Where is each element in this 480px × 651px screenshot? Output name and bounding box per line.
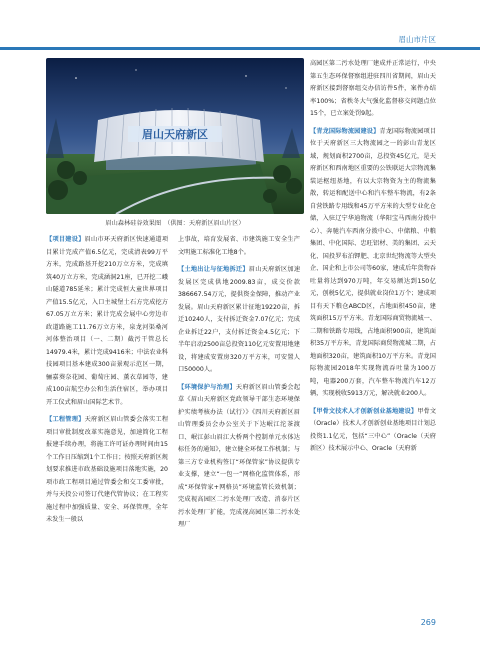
section-tag: 【 青龙国际物流园建设 】: [310, 128, 379, 135]
page-number: 269: [420, 618, 436, 627]
paragraph: [178, 234, 300, 259]
paragraph-text: 天府新区眉山管委会起草《眉山天府新区党政领导干部生态环境保护实绩考核办法（试行）》《四川天府新区眉山管理委员会办公室关于下达岷江沱茶渡口、岷江彭山眉江大桥两个控制单元水体达标任务的通知》，建立健全环保工作机制；与第三方专业机构签订“环保管家”协议提供专业支撑，建立“一包一”网格化监管体系，形成“环保管家+网格员”环境监管长效机制；完成视高园区二污水处理厂改造、消泰片区污水处理厂扩能，完成视高园区第二污水处理厂: [178, 383, 301, 528]
paragraph: [178, 382, 300, 532]
section-tag: 【 工程管理 】: [46, 416, 85, 423]
paragraph-text: 眉山市环天府新区快速通道项目累计完成产值6.5亿元，完成清表99万平方米，完成路基开挖210万立方米，完成填筑40万立方米，完成涵洞21座，已开挖二峨山隧道785延米；累计完成恒大童世界项目产值15.5亿元，入口主城堡土石方完成挖方67.05万立方米；累计完成会展中心旁边市政道路施工11.76万立方米，泉龙河渠桑河河体整治项目（一、二期）截污干管总长14979.4米，累计完成9416米；中法农业科技园项目基本建成300亩景观示范区一期，骊嘉葵奈花园、葡萄庄园、薰衣草园等，建成100亩航空办公和生活住宿区，举办项目开工仪式和眉山国际艺术节。: [46, 236, 169, 406]
section-tag: 【 甲骨文技术人才创新创业基地建设 】: [310, 408, 417, 415]
paragraph-text: 青龙国际物流园项目位于天府新区三大物流园之一的彭山青龙区域，规划面积2700亩，总投资45亿元，是天府新区和西南地区重要的公铁联运大宗物流集装运枢纽基地，有以大宗物资为主的物流集散，转运和配送中心和汽车整车物流，有2条自营铁路专用线和45万平方米的大型专业化仓储，入驻辽宁华迪物流（华阳宝马西南分拨中心）、奔驰汽车西南分拨中心、中储粮、中粮集团、中化国际、忠旺铝材、美的集团、云天化、国投罗布泊钾肥、北京世纪物流等大型央企、国企和上市公司等60家，建成后年货物吞吐量将达到970万吨，年交易额达到150亿元，创税5亿元，提供就业岗位1万个；建成项目有天下粮仓ABCD区，占地面积450亩，建筑面积15万平方米。青龙国际商贸物流城一、二期和铁路专用线，占地面积900亩，建筑面积35万平方米，青龙国际商贸物流城二期，占地面积320亩，建筑面积10万平方米。青龙国际物流园2018年实现物流吞吐量为100万吨，电器200万套，汽车整车物流汽车12万辆，实现税收5913万元，解决就业200人。: [310, 127, 437, 397]
paragraph: [310, 58, 436, 121]
paragraph: [46, 414, 168, 527]
photo-sign-text: 眉山天府新区: [142, 128, 208, 141]
paragraph: [178, 264, 300, 377]
header-section-label: 眉山市片区: [398, 35, 436, 44]
header-rule: [0, 47, 480, 50]
paragraph: [310, 126, 436, 401]
paragraph-text: 天府新区眉山管委会落实工程项目审批制度改革实施意见，加速简化工程报建手续办理，将施工许可证办理时间由15个工作日压缩到1个工作日；按照天府新区规划要求推进市政基础设施项目落地实施，20项市政工程项目通过管委会和交工委审批，并与天投公司签订代建代管协议；在工程实施过程中加强质量、安全、环保管理，全年未发生一般以: [46, 416, 169, 523]
paragraph-text: 甲骨文（Oracle）技术人才创新创业基地项目计划总投资1.1亿元，包括“三中心”（Oracle（天府新区）技术展示中心、Oracle（天府新: [310, 407, 437, 452]
paragraph-text: 眉山天府新区加速发展区完成供地2009.83亩，成交价款386667.54万元，提供资金保障，推动产业发展。眉山天府新区累计征地19220亩，拆迁10240人，支付拆迁资金7.07亿元；完成企业拆迁22户，支付拆迁资金4.5亿元；下半年启动2500亩总投资110亿元安置用地建设，将建成安置房320万平方米，可安置人口50000人。: [178, 266, 301, 373]
section-tag: 【 环境保护与治理 】: [178, 384, 236, 391]
text-column-1: [46, 234, 168, 527]
paragraph-text: 上事故，培育发展省、市建筑施工安全生产文明施工标准化工地8个。: [178, 236, 300, 256]
building-photo: [46, 58, 304, 214]
section-tag: 【 土地出让与征地拆迁 】: [178, 266, 249, 273]
photo-caption: 眉山森林硅谷效果图 （供图：天府新区眉山片区）: [105, 220, 245, 227]
section-tag: 【 项目建设 】: [46, 236, 85, 243]
paragraph-text: 高园区第二污水处理厂建成并正常运行，中央第五生态环保督察组进驻四川省期间，眉山天府新区接到督察组交办信访件5件，案件办结率100%；省秩冬大气强化监督移交问题点位15个，已立案处罚9起。: [310, 60, 436, 117]
paragraph: [310, 406, 436, 456]
text-column-2: [178, 234, 300, 532]
text-column-3: [310, 58, 436, 456]
paragraph: [46, 234, 168, 409]
